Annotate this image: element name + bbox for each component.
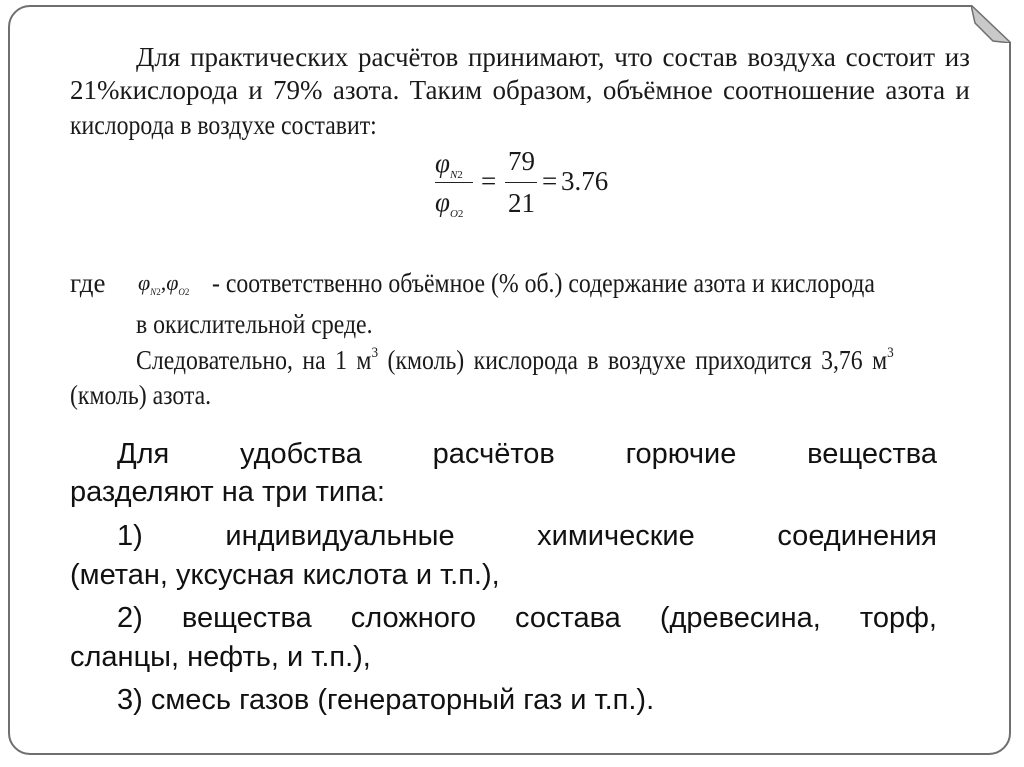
list-item-3: 3) смесь газов (генераторный газ и т.п.). [117,684,655,716]
word: 1) [117,520,143,552]
word: азота. [332,75,400,105]
consequence-line-1: Следовательно, на 1 $м^3$ (кмоль) кислорода в воздухе приходится 3,76 $м^3$ [136,345,894,375]
word: принимают, [467,42,605,72]
formula-fraction-bar-left [435,182,473,183]
word: 79% [273,75,323,105]
word: 2) [117,602,143,634]
word: индивидуальные [225,520,455,552]
list-item-1-line-2: (метан, уксусная кислота и т.п.), [70,559,500,591]
formula-denominator-phi-o2: $\varphi_{O2}$ [435,187,464,220]
definition-where: где [70,268,106,298]
word: (древесина, [659,602,821,634]
word: воздуха [747,42,836,72]
list-item-1-line-1 [117,520,937,553]
word: расчётов [432,438,555,470]
list-item-2-line-1 [117,602,937,635]
page-curl-corner [971,5,1011,43]
word: удобства [240,438,362,470]
word: и [248,75,263,105]
word: состоит [845,42,936,72]
word: сложного [350,602,476,634]
formula-fraction-bar-right [505,182,537,183]
word: торф, [859,602,937,634]
formula-result: 3.76 [561,166,609,196]
word: Для [117,438,170,470]
intro-line-1 [136,42,970,73]
formula-numerator-phi-n2: $\varphi_{N2}$ [435,148,463,181]
word: практических [190,42,349,72]
word: объёмное [602,75,713,105]
word: химические [537,520,695,552]
formula-equals-2: = [542,166,558,196]
word: состав [662,42,738,72]
word: Для [136,42,181,72]
word: 21%кислорода [70,75,238,105]
formula-numerator-79: 79 [508,146,535,176]
intro-line-3: кислорода в воздухе составит: [70,110,377,140]
word: азота [885,75,946,105]
word: вещества [807,438,937,470]
word: соотношение [723,75,876,105]
word: состава [515,602,621,634]
word: что [614,42,653,72]
definition-line-2: в окислительной среде. [136,309,373,339]
formula-denominator-21: 21 [508,188,535,218]
word: горючие [625,438,737,470]
word: и [955,75,970,105]
word: расчётов [358,42,459,72]
word: образом, [492,75,593,105]
word: из [944,42,970,72]
definition-symbols: $\varphi_{N2},\varphi_{O2}$ [138,270,190,297]
word: Таким [409,75,483,105]
ratio-formula [435,145,635,225]
word: вещества [181,602,312,634]
intro-line-2 [70,75,970,106]
word: соединения [777,520,937,552]
formula-equals-1: = [481,166,497,196]
list-intro-line-1 [117,438,937,471]
consequence-line-2: (кмоль) азота. [70,380,212,410]
definition-text: - соответственно объёмное (% об.) содержание азота и кислорода [212,268,875,298]
list-intro-line-2: разделяют на три типа: [70,476,385,508]
list-item-2-line-2: сланцы, нефть, и т.п.), [70,641,371,673]
